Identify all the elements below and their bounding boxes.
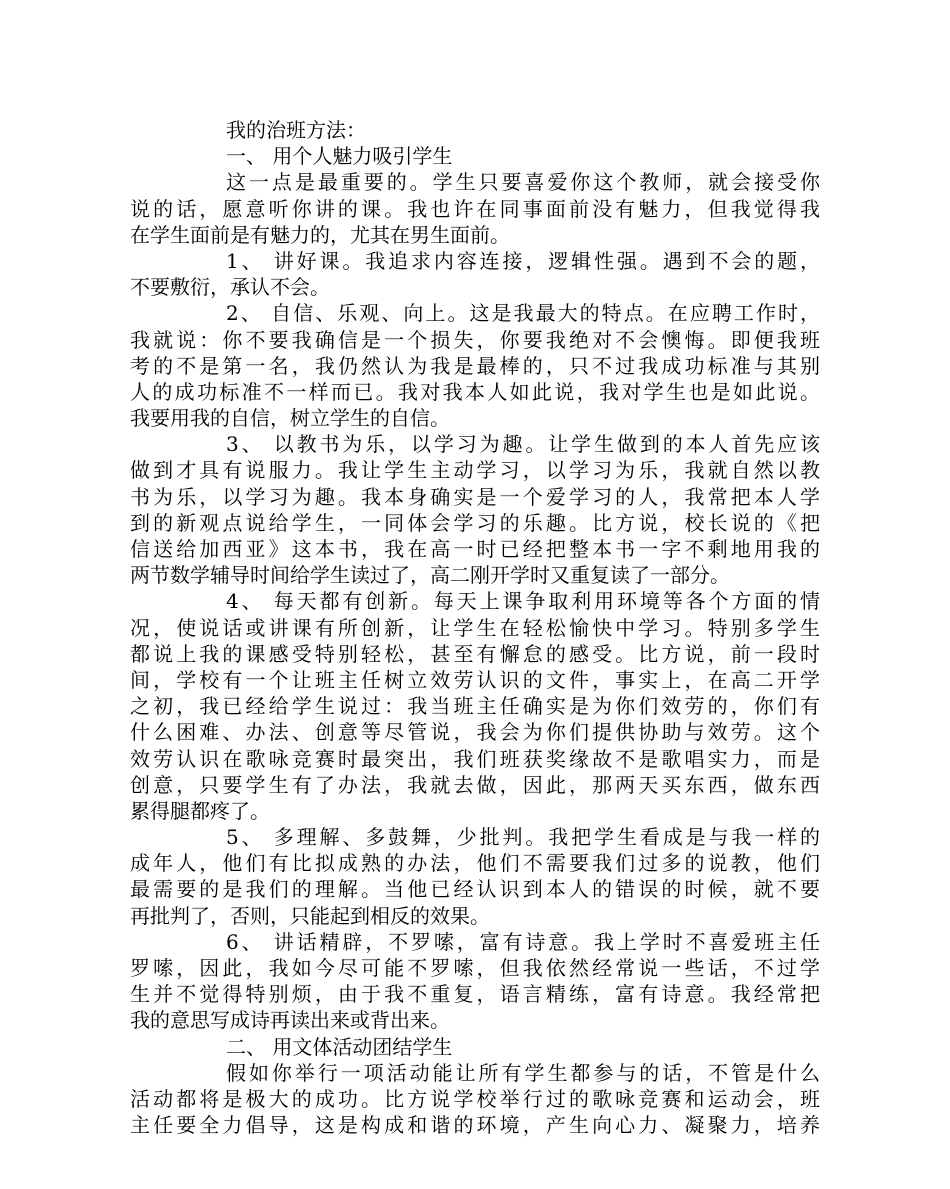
list-item-3 <box>130 431 820 588</box>
paragraph-line: 到的新观点说给学生，一同体会学习的乐趣。比方说，校长说的《把 <box>130 510 820 535</box>
paragraph-line: 成年人，他们有比拟成熟的办法，他们不需要我们过多的说教，他们 <box>130 851 820 876</box>
section-heading-2: 二、 用文体活动团结学生 <box>226 1034 453 1059</box>
paragraph-line: 考的不是第一名，我仍然认为我是最棒的，只不过我成功标准与其别 <box>130 353 820 378</box>
list-item-6 <box>130 929 820 1034</box>
paragraph-line: 累得腿都疼了。 <box>130 798 270 823</box>
paragraph-line: 创意，只要学生有了办法，我就去做，因此，那两天买东西，做东西 <box>130 772 820 797</box>
paragraph-line: 在学生面前是有魅力的，尤其在男生面前。 <box>130 222 510 247</box>
paragraph-line: 我要用我的自信，树立学生的自信。 <box>130 406 450 431</box>
paragraph-line: 2、 自信、乐观、向上。这是我最大的特点。在应聘工作时， <box>226 301 820 326</box>
paragraph-line: 效劳认识在歌咏竞赛时最突出，我们班获奖缘故不是歌唱实力，而是 <box>130 746 820 771</box>
paragraph-line: 生并不觉得特别烦，由于我不重复，语言精练，富有诗意。我经常把 <box>130 982 820 1007</box>
list-item-4 <box>130 588 820 824</box>
paragraph-line: 4、 每天都有创新。每天上课争取利用环境等各个方面的情 <box>226 589 820 614</box>
paragraph-line: 罗嗦，因此，我如今尽可能不罗嗦，但我依然经常说一些话，不过学 <box>130 956 820 980</box>
paragraph-line: 况，使说话或讲课有所创新，让学生在轻松愉快中学习。特别多学生 <box>130 615 820 640</box>
list-item-2 <box>130 300 820 431</box>
paragraph-line: 人的成功标准不一样而已。我对我本人如此说，我对学生也是如此说。 <box>130 379 820 404</box>
section-2-intro <box>130 1060 820 1139</box>
paragraph-line: 5、 多理解、多鼓舞，少批判。我把学生看成是与我一样的 <box>226 825 820 850</box>
paragraph-line: 1、 讲好课。我追求内容连接，逻辑性强。遇到不会的题， <box>226 248 820 273</box>
paragraph-line: 活动都将是极大的成功。比方说学校举行过的歌咏竞赛和运动会，班 <box>130 1086 820 1111</box>
paragraph-line: 我就说：你不要我确信是一个损失，你要我绝对不会懊悔。即便我班 <box>130 327 820 352</box>
paragraph-line: 信送给加西亚》这本书，我在高一时已经把整本书一字不剩地用我的 <box>130 537 820 561</box>
paragraph-line: 之初，我已经给学生说过：我当班主任确实是为你们效劳的，你们有 <box>130 694 820 719</box>
section-1-intro <box>130 169 820 248</box>
section-heading-1: 一、 用个人魅力吸引学生 <box>226 144 453 169</box>
paragraph-line: 这一点是最重要的。学生只要喜爱你这个教师，就会接受你 <box>226 170 820 195</box>
list-item-1 <box>130 248 820 300</box>
paragraph-line: 再批判了，否则，只能起到相反的效果。 <box>130 903 490 928</box>
document-title: 我的治班方法： <box>226 118 366 142</box>
paragraph-line: 间，学校有一个让班主任树立效劳认识的文件，事实上，在高二开学 <box>130 667 820 692</box>
paragraph-line: 说的话，愿意听你讲的课。我也许在同事面前没有魅力，但我觉得我 <box>130 196 820 221</box>
paragraph-line: 假如你举行一项活动能让所有学生都参与的话，不管是什么 <box>226 1060 820 1085</box>
paragraph-line: 书为乐，以学习为趣。我本身确实是一个爱学习的人，我常把本人学 <box>130 484 820 509</box>
paragraph-line: 我的意思写成诗再读出来或背出来。 <box>130 1008 450 1033</box>
paragraph-line: 都说上我的课感受特别轻松，甚至有懈怠的感受。比方说，前一段时 <box>130 641 820 666</box>
paragraph-line: 做到才具有说服力。我让学生主动学习，以学习为乐，我就自然以教 <box>130 458 820 483</box>
paragraph-line: 不要敷衍，承认不会。 <box>130 275 330 300</box>
paragraph-line: 3、 以教书为乐，以学习为趣。让学生做到的本人首先应该 <box>226 432 820 457</box>
paragraph-line: 主任要全力倡导，这是构成和谐的环境，产生向心力、凝聚力，培养 <box>130 1113 820 1138</box>
paragraph-line: 最需要的是我们的理解。当他已经认识到本人的错误的时候，就不要 <box>130 877 820 902</box>
paragraph-line: 什么困难、办法、创意等尽管说，我会为你们提供协助与效劳。这个 <box>130 720 820 745</box>
paragraph-line: 两节数学辅导时间给学生读过了，高二刚开学时又重复读了一部分。 <box>130 563 730 588</box>
document-body <box>130 117 820 1138</box>
list-item-5 <box>130 824 820 929</box>
paragraph-line: 6、 讲话精辟，不罗嗦，富有诗意。我上学时不喜爱班主任 <box>226 929 820 954</box>
